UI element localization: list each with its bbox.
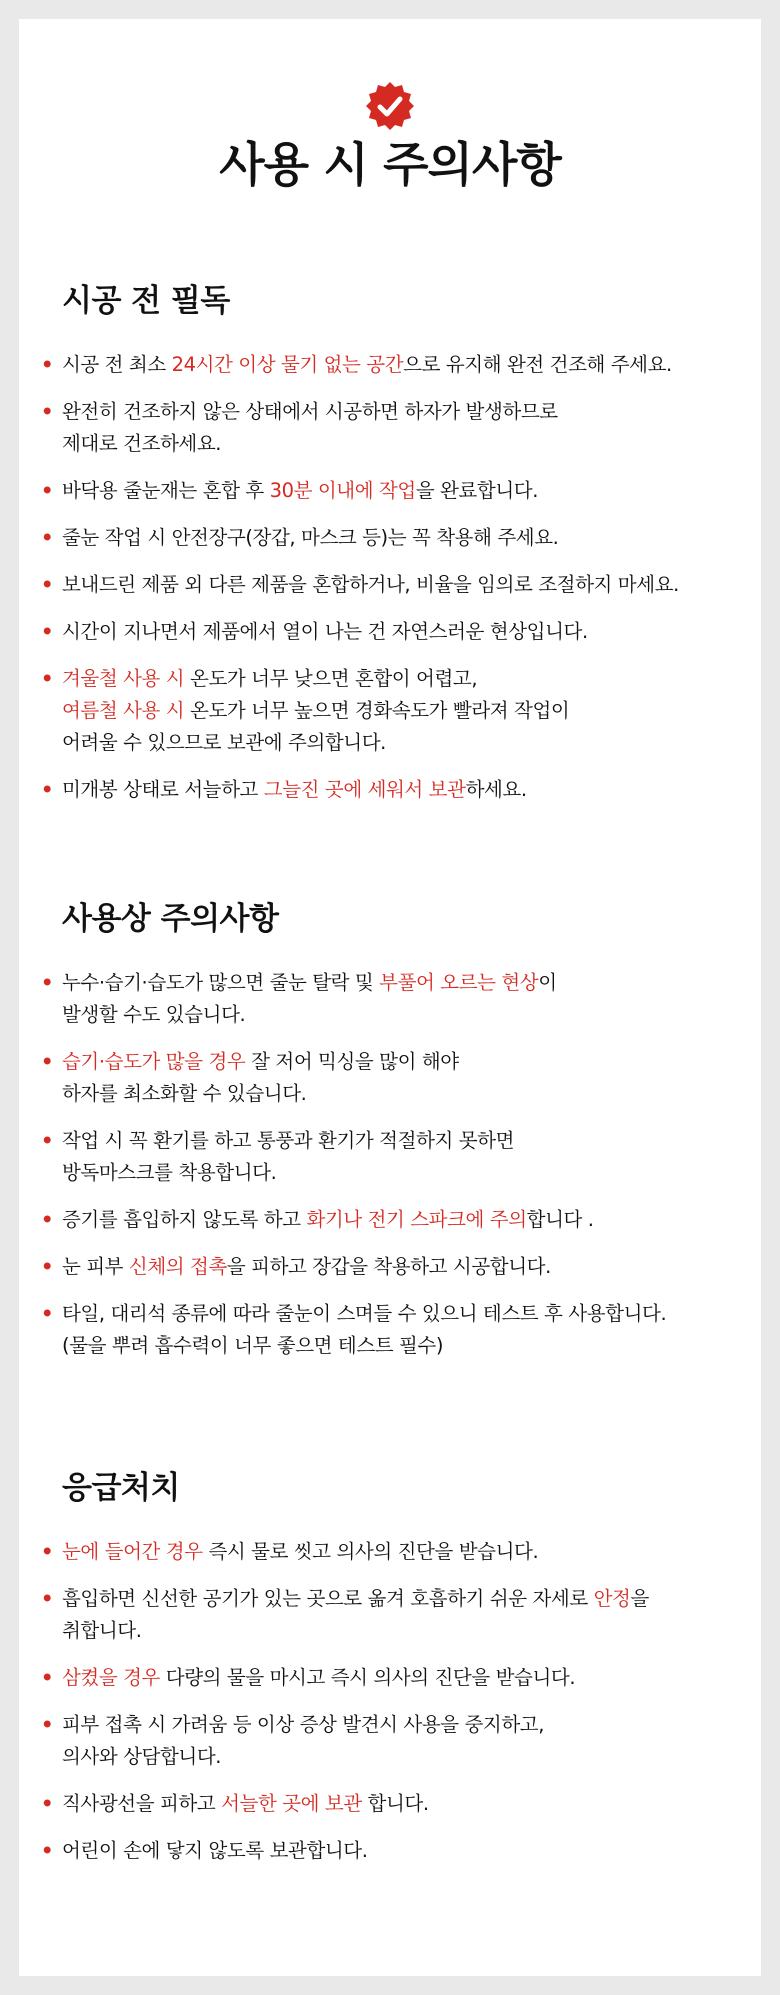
bullet-icon: • xyxy=(41,1713,54,1736)
section-usage-caution xyxy=(41,899,762,1377)
list-item: • 흡입하면 신선한 공기가 있는 곳으로 옮겨 호흡하기 쉬운 자세로 안정을 취합니다. xyxy=(62,1583,762,1647)
bullet-list xyxy=(41,349,762,806)
bullet-list xyxy=(41,1536,762,1867)
bullet-icon: • xyxy=(41,1129,54,1152)
bullet-icon: • xyxy=(41,1208,54,1231)
bullet-icon: • xyxy=(41,526,54,549)
bullet-icon: • xyxy=(41,1255,54,1278)
section-title: 사용상 주의사항 xyxy=(62,901,279,937)
badge-shape xyxy=(366,82,414,130)
list-item: • 증기를 흡입하지 않도록 하고 화기나 전기 스파크에 주의합니다 . xyxy=(62,1204,762,1236)
list-item: • 눈에 들어간 경우 즉시 물로 씻고 의사의 진단을 받습니다. xyxy=(62,1536,762,1568)
bullet-icon: • xyxy=(41,971,54,994)
bullet-icon: • xyxy=(41,1666,54,1689)
list-item: • 삼켰을 경우 다량의 물을 마시고 즉시 의사의 진단을 받습니다. xyxy=(62,1662,762,1694)
bullet-icon: • xyxy=(41,400,54,423)
section-first-aid xyxy=(41,1468,762,1882)
list-item: • 직사광선을 피하고 서늘한 곳에 보관 합니다. xyxy=(62,1788,762,1820)
list-item: • 눈 피부 신체의 접촉을 피하고 장갑을 착용하고 시공합니다. xyxy=(62,1251,762,1283)
bullet-icon: • xyxy=(41,1050,54,1073)
bullet-icon: • xyxy=(41,620,54,643)
section-title: 응급처치 xyxy=(62,1470,180,1506)
page-title: 사용 시 주의사항 xyxy=(219,138,561,193)
bullet-icon: • xyxy=(41,353,54,376)
check-badge-icon xyxy=(364,80,416,132)
bullet-icon: • xyxy=(41,573,54,596)
list-item: • 완전히 건조하지 않은 상태에서 시공하면 하자가 발생하므로 제대로 건조하세요. xyxy=(62,396,762,460)
bullet-icon: • xyxy=(41,479,54,502)
bullet-list xyxy=(41,967,762,1362)
list-item: • 시간이 지나면서 제품에서 열이 나는 건 자연스러운 현상입니다. xyxy=(62,616,762,648)
list-item: • 습기·습도가 많을 경우 잘 저어 믹싱을 많이 해야 하자를 최소화할 수 있습니다. xyxy=(62,1046,762,1110)
list-item: • 보내드린 제품 외 다른 제품을 혼합하거나, 비율을 임의로 조절하지 마세요. xyxy=(62,569,762,601)
section-title: 시공 전 필독 xyxy=(62,283,230,319)
bullet-icon: • xyxy=(41,1302,54,1325)
bullet-icon: • xyxy=(41,1839,54,1862)
list-item: • 줄눈 작업 시 안전장구(장갑, 마스크 등)는 꼭 착용해 주세요. xyxy=(62,522,762,554)
list-item: • 시공 전 최소 24시간 이상 물기 없는 공간으로 유지해 완전 건조해 주세요. xyxy=(62,349,762,381)
bullet-icon: • xyxy=(41,1792,54,1815)
list-item: • 어린이 손에 닿지 않도록 보관합니다. xyxy=(62,1835,762,1867)
bullet-icon: • xyxy=(41,778,54,801)
list-item: • 피부 접촉 시 가려움 등 이상 증상 발견시 사용을 중지하고, 의사와 상담합니다. xyxy=(62,1709,762,1773)
section-before-install xyxy=(41,281,762,821)
list-item: • 누수·습기·습도가 많으면 줄눈 탈락 및 부풀어 오르는 현상이 발생할 수도 있습니다. xyxy=(62,967,762,1031)
list-item: • 타일, 대리석 종류에 따라 줄눈이 스며들 수 있으니 테스트 후 사용합니다. (물을 뿌려 흡수력이 너무 좋으면 테스트 필수) xyxy=(62,1298,762,1362)
bullet-icon: • xyxy=(41,1587,54,1610)
list-item: • 미개봉 상태로 서늘하고 그늘진 곳에 세워서 보관하세요. xyxy=(62,774,762,806)
bullet-icon: • xyxy=(41,1540,54,1563)
list-item: • 작업 시 꼭 환기를 하고 통풍과 환기가 적절하지 못하면 방독마스크를 착용합니다. xyxy=(62,1125,762,1189)
bullet-icon: • xyxy=(41,667,54,690)
list-item: • 겨울철 사용 시 온도가 너무 낮으면 혼합이 어렵고, 여름철 사용 시 온도가 너무 높으면 경화속도가 빨라져 작업이 어려울 수 있으므로 보관에 주의합니다. xyxy=(62,663,762,759)
list-item: • 바닥용 줄눈재는 혼합 후 30분 이내에 작업을 완료합니다. xyxy=(62,475,762,507)
